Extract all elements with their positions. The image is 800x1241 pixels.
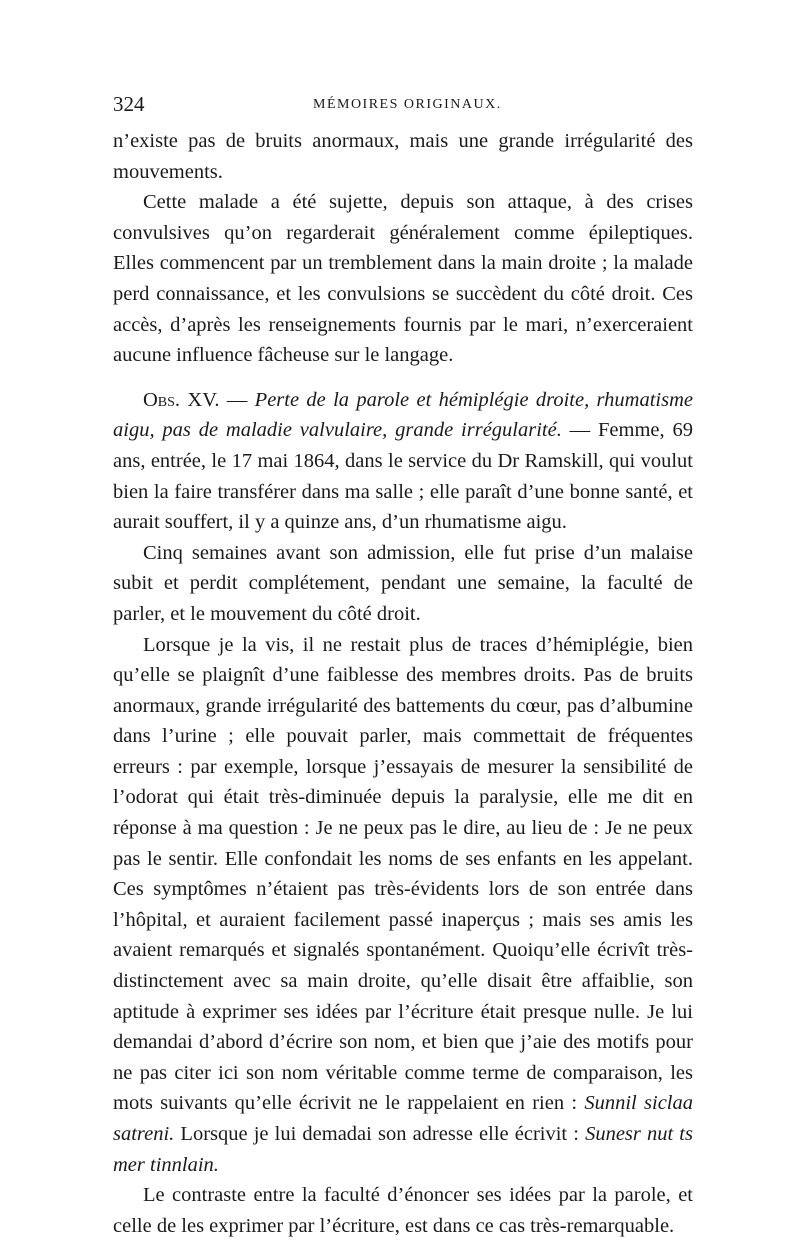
observation-text: — Femme, 69 ans, entrée, le 17 mai 1864, dans le service du Dr Ramskill, qui voulut bien la faire transférer dans ma salle ; elle paraît d’une bonne santé, et aurait souffert, il y a quinze ans, d’un rhumatisme aigu. xyxy=(113,419,693,534)
paragraph-continuation: n’existe pas de bruits anormaux, mais une grande irrégularité des mouvements. xyxy=(113,130,693,183)
page-number: 324 xyxy=(113,92,145,116)
body-text xyxy=(113,126,693,1241)
paragraph-symptoms xyxy=(113,630,693,1181)
observation-label: Obs. XV. — xyxy=(143,388,255,411)
paragraph-admission: Cinq semaines avant son admission, elle fut prise d’un malaise subit et perdit complétement, pendant une semaine, la faculté de parler, et le mouvement du côté droit. xyxy=(113,541,693,625)
paragraph-convulsions: Cette malade a été sujette, depuis son attaque, à des crises convulsives qu’on regarderait généralement comme épileptiques. Elles commencent par un tremblement dans la main droite ; la malade perd connaissance, et les convulsions se succèdent du côté droit. Ces accès, d’après les renseignements fournis par le mari, n’exerceraient aucune influence fâcheuse sur le langage. xyxy=(113,191,693,367)
observation-title: Perte de la parole et hémiplégie droite, rhumatisme aigu, pas de maladie valvulaire, grande irrégularité. xyxy=(113,388,693,442)
paragraph-conclusion: Le contraste entre la faculté d’énoncer ses idées par la parole, et celle de les exprimer par l’écriture, est dans ce cas très-remarquable. xyxy=(113,1184,693,1237)
written-address-sample: Sunesr nut ts mer tinnlain. xyxy=(113,1123,693,1176)
running-title: MÉMOIRES ORIGINAUX. xyxy=(313,97,502,112)
written-name-sample: Sunnil siclaa satreni. xyxy=(113,1092,693,1145)
symptoms-text: Lorsque je la vis, il ne restait plus de traces d’hémiplégie, bien qu’elle se plaignît d’une faiblesse des membres droits. Pas de bruits anormaux, grande irrégularité des battements du cœur, pas d’albumine dans l’urine ; elle pouvait parler, mais commettait de fréquentes erreurs : par exemple, lorsque j’essayais de mesurer la sensibilité de l’odorat qui était très-diminuée depuis la paralysie, elle me dit en réponse à ma question : Je ne peux pas le dire, au lieu de : Je ne peux pas le sentir. Elle confondait les noms de ses enfants en les appelant. Ces symptômes n’étaient pas très-évidents lors de son entrée dans l’hôpital, et auraient facilement passé inaperçus ; mais ses amis les avaient remarqués et signalés spontanément. Quoiqu’elle écrivît très-distinctement avec sa main droite, qu’elle disait être affaiblie, son aptitude à exprimer ses idées par l’écriture était presque nulle. Je lui demandai d’abord d’écrire son nom, et bien que j’aie des motifs pour ne pas citer ici son nom véritable comme terme de comparaison, les mots suivants qu’elle écrivit ne le rappelaient en rien : xyxy=(113,633,693,1115)
paragraph-observation-xv xyxy=(113,385,693,538)
page-header xyxy=(113,92,693,126)
document-page xyxy=(113,92,693,1241)
symptoms-text-mid: Lorsque je lui demadai son adresse elle écrivit : xyxy=(174,1123,586,1145)
